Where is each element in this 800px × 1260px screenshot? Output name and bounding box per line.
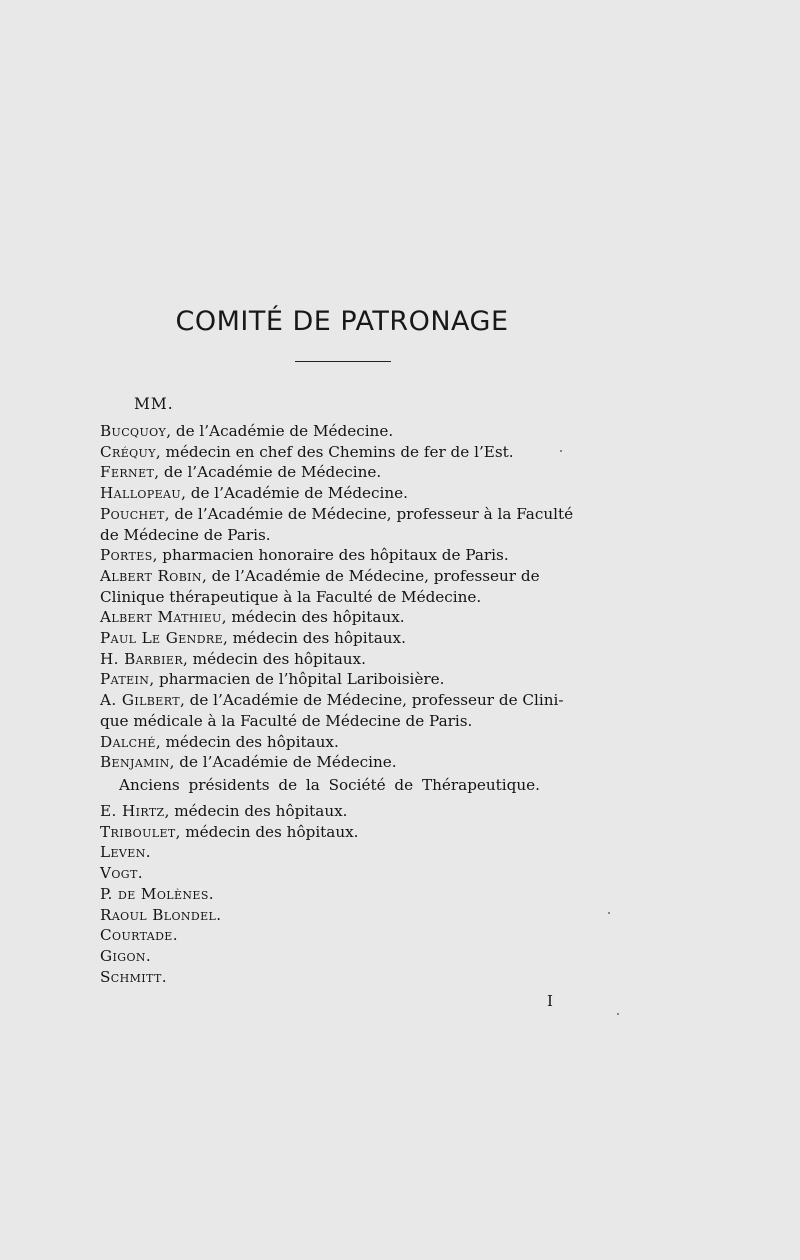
person-description: , médecin en chef des Chemins de fer de l’Est. — [155, 442, 514, 461]
person-description: . — [145, 946, 151, 965]
list-item — [100, 967, 359, 988]
member-list — [100, 421, 600, 773]
person-name: Vogt — [100, 864, 138, 883]
salutation: MM. — [134, 395, 174, 413]
person-name: E. Hirtz — [100, 802, 165, 820]
list-item — [100, 690, 600, 731]
scan-speck — [617, 1013, 619, 1015]
person-description: , médecin des hôpitaux. — [183, 649, 366, 668]
person-name: Bucquoy — [100, 422, 167, 440]
list-item — [100, 442, 600, 463]
list-item — [100, 628, 600, 649]
list-item — [100, 483, 600, 504]
person-name: Créquy — [100, 442, 156, 461]
person-name: Pouchet — [100, 504, 165, 523]
person-description: , de l’Académie de Médecine. — [154, 463, 382, 482]
scan-speck — [608, 912, 610, 914]
list-item — [100, 905, 359, 926]
person-name: Hallopeau — [100, 484, 182, 503]
person-description: , médecin des hôpitaux. — [221, 608, 405, 627]
person-name: Paul Le Gendre — [100, 629, 224, 648]
list-item — [100, 752, 600, 773]
person-description-continued: Clinique thérapeutique à la Faculté de Médecine. — [100, 587, 482, 606]
person-name: Albert Robin — [100, 566, 202, 585]
list-item — [100, 822, 359, 843]
person-description: , médecin des hôpitaux. — [175, 822, 359, 841]
person-description: , de l’Académie de Médecine, professeur de — [201, 566, 540, 585]
list-item — [100, 925, 359, 946]
scan-speck — [560, 450, 562, 452]
page-number: I — [547, 992, 553, 1010]
person-description: , de l’Académie de Médecine. — [169, 753, 397, 772]
person-name: A. Gilbert — [100, 691, 180, 710]
person-description-continued: que médicale à la Faculté de Médecine de Paris. — [100, 711, 473, 730]
person-description: . — [137, 864, 143, 883]
person-description: , pharmacien de l’hôpital Lariboisière. — [149, 670, 445, 689]
person-name: Fernet — [100, 463, 155, 482]
person-name: Schmitt — [100, 967, 162, 986]
person-description: . — [208, 884, 214, 903]
person-name: H. Barbier — [100, 649, 184, 668]
list-item — [100, 946, 359, 967]
list-item — [100, 421, 600, 442]
person-description: , de l’Académie de Médecine, professeur de Clini- — [179, 691, 564, 710]
person-description: , de l’Académie de Médecine. — [181, 484, 408, 503]
page-title: COMITÉ DE PATRONAGE — [175, 306, 509, 337]
person-name: Gigon — [100, 946, 146, 965]
person-description: , de l’Académie de Médecine, professeur à la Faculté — [164, 504, 574, 523]
list-item — [100, 842, 359, 863]
title-divider — [295, 361, 391, 362]
person-description: . — [216, 905, 222, 924]
person-description: , médecin des hôpitaux. — [223, 629, 406, 648]
list-item — [100, 732, 600, 753]
list-item — [100, 566, 600, 607]
person-description: , de l’Académie de Médecine. — [166, 422, 394, 440]
list-item — [100, 863, 359, 884]
person-name: Albert Mathieu — [100, 608, 222, 627]
former-presidents-list — [100, 801, 359, 987]
person-description: . — [161, 967, 167, 986]
list-item — [100, 801, 359, 822]
list-item — [100, 884, 359, 905]
person-name: Triboulet — [100, 822, 176, 841]
person-description: , médecin des hôpitaux. — [155, 732, 339, 751]
person-description: . — [172, 926, 178, 945]
person-description: , médecin des hôpitaux. — [164, 802, 348, 820]
former-presidents-heading: Anciens présidents de la Société de Thérapeutique. — [119, 776, 540, 794]
person-name: Courtade — [100, 926, 173, 945]
list-item — [100, 504, 600, 545]
person-description: . — [145, 843, 151, 862]
list-item — [100, 669, 600, 690]
list-item — [100, 462, 600, 483]
list-item — [100, 607, 600, 628]
person-description-continued: de Médecine de Paris. — [100, 525, 271, 544]
person-name: Benjamin — [100, 753, 170, 772]
list-item — [100, 545, 600, 566]
person-description: , pharmacien honoraire des hôpitaux de Paris. — [152, 546, 509, 565]
person-name: Patein — [100, 670, 150, 689]
person-name: Raoul Blondel — [100, 905, 217, 924]
person-name: Leven — [100, 843, 146, 862]
person-name: P. de Molènes — [100, 884, 209, 903]
person-name: Dalché — [100, 732, 156, 751]
list-item — [100, 649, 600, 670]
person-name: Portes — [100, 546, 153, 565]
